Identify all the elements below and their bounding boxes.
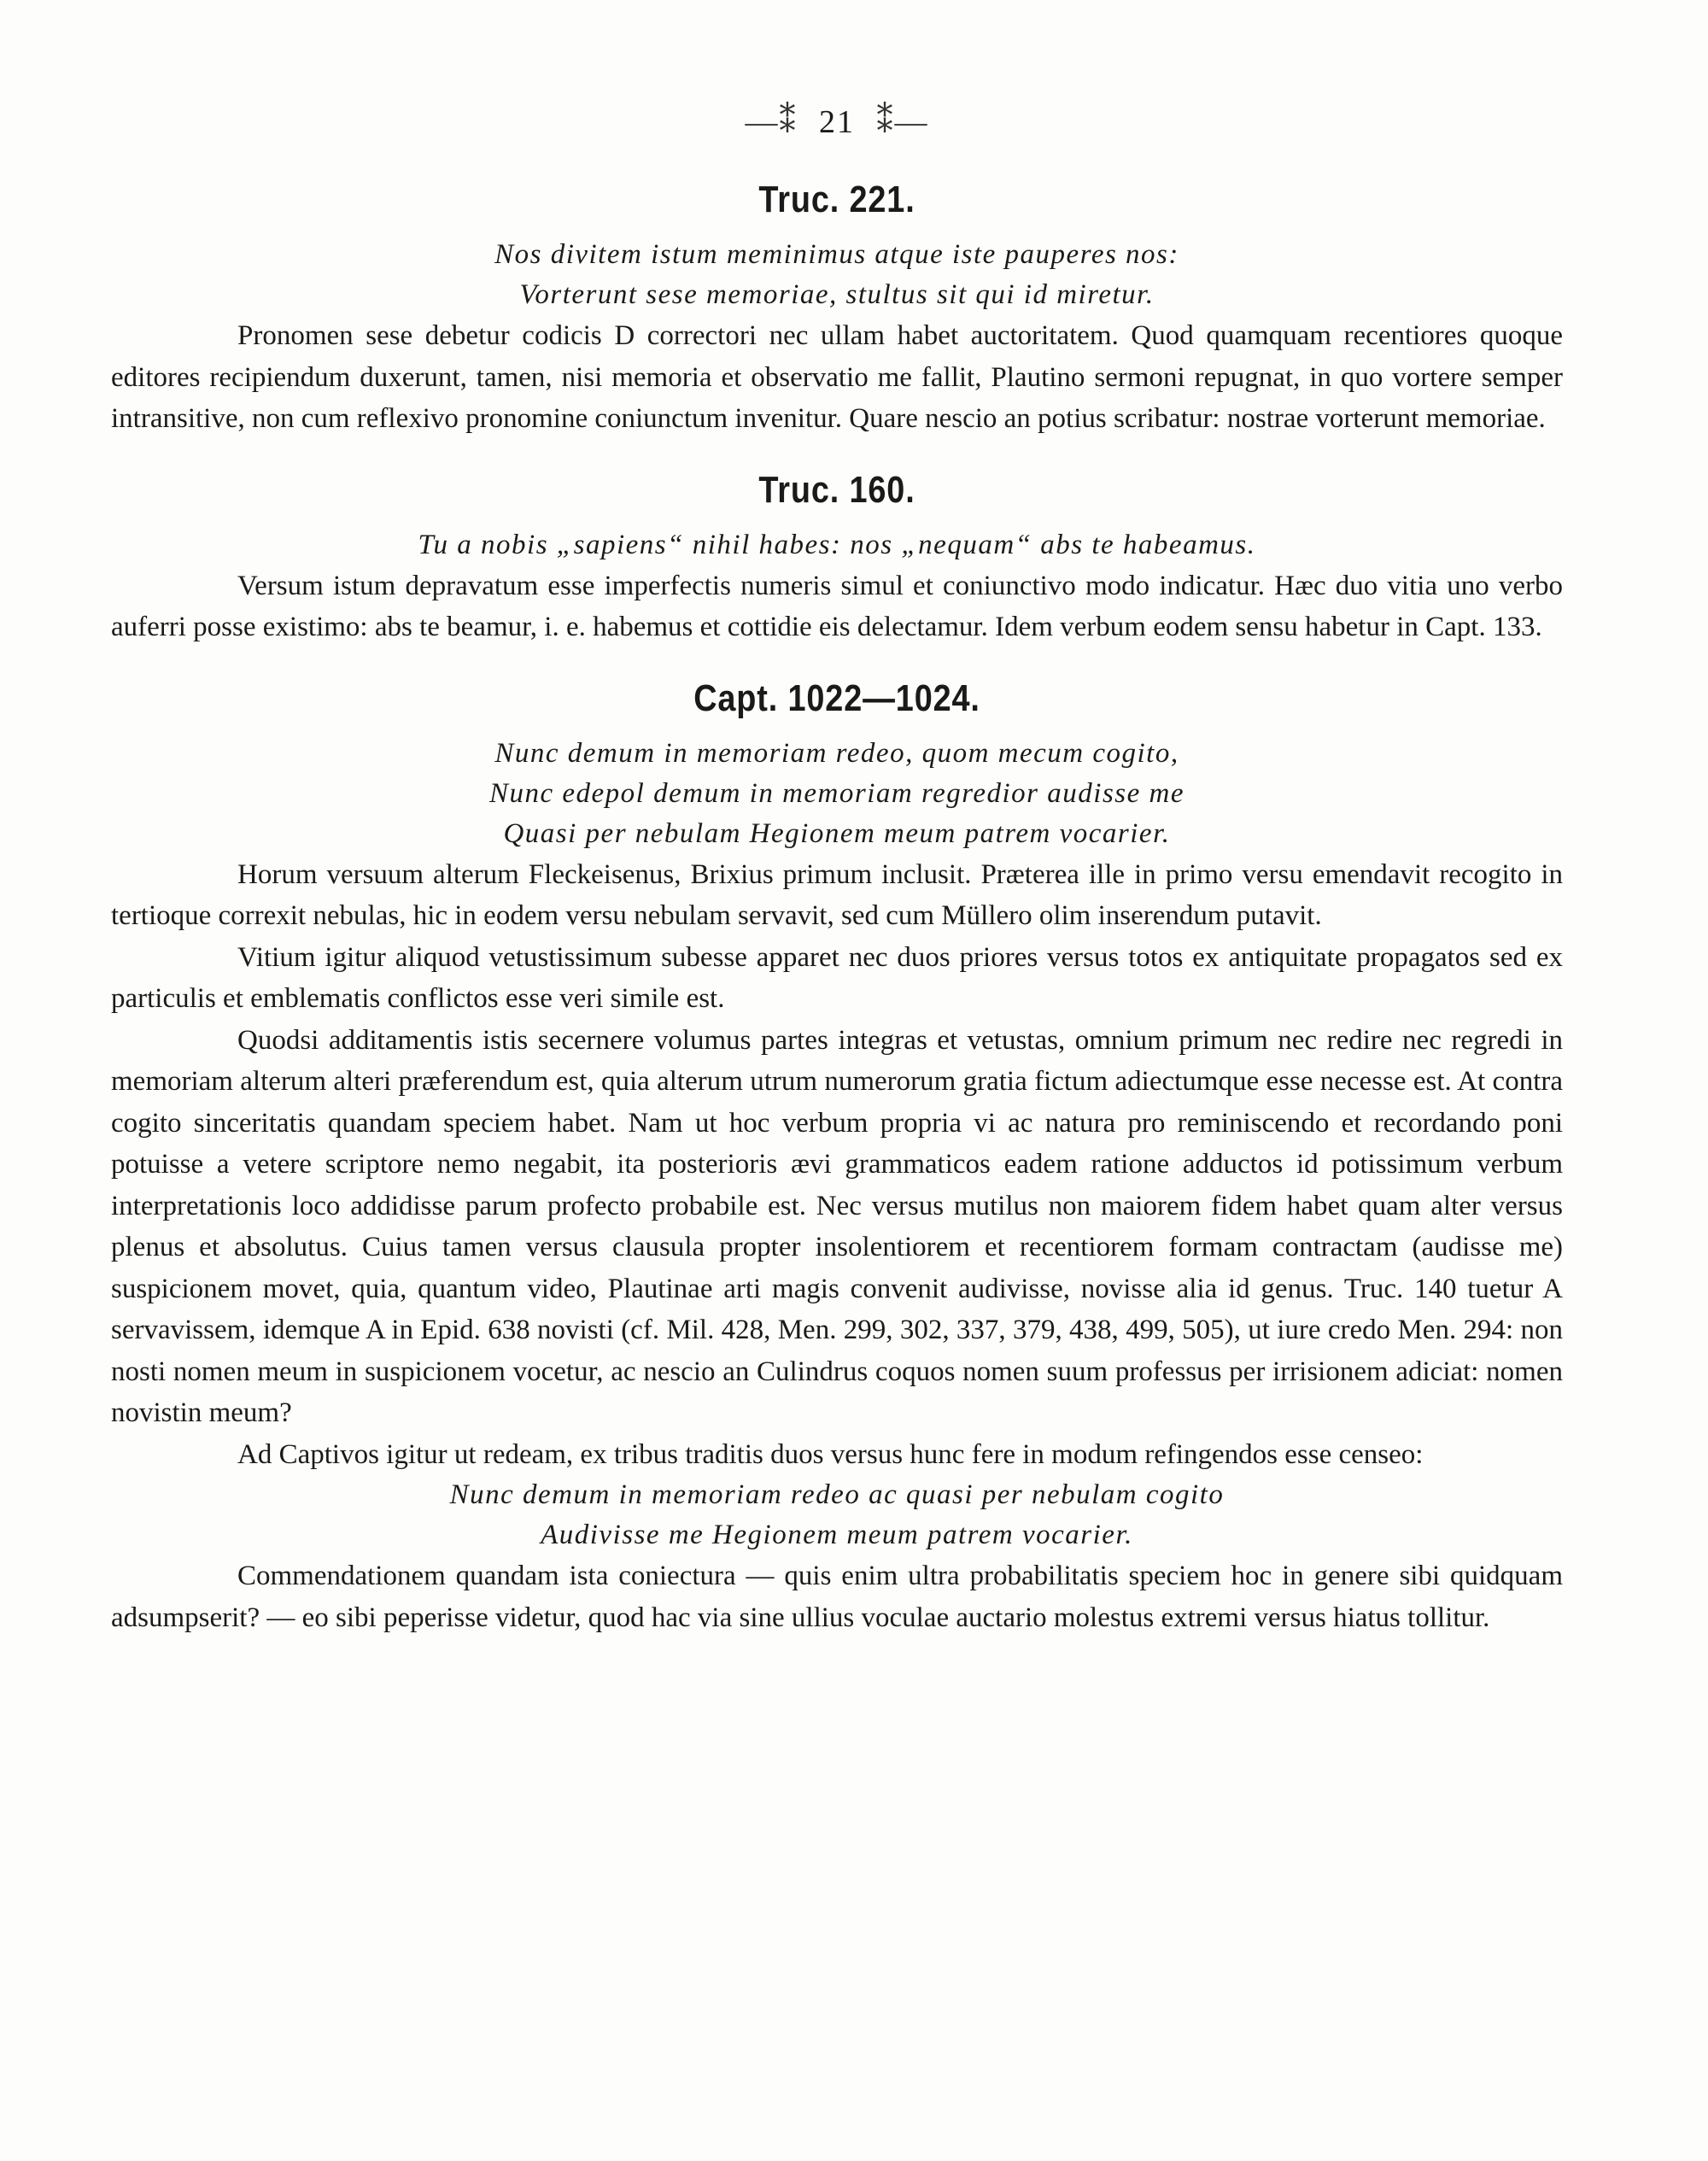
ornament-left: —⁑ bbox=[745, 104, 798, 140]
section-heading: Truc. 221. bbox=[758, 179, 915, 220]
paragraph: Ad Captivos igitur ut redeam, ex tribus traditis duos versus hunc fere in modum refingendos esse censeo: bbox=[237, 1438, 1424, 1470]
verse-line: Nunc edepol demum in memoriam regredior audisse me bbox=[488, 777, 1185, 809]
verse-line: Quasi per nebulam Hegionem meum patrem vocarier. bbox=[503, 817, 1171, 849]
page-header bbox=[111, 102, 1563, 141]
page-number: 21 bbox=[819, 104, 855, 140]
section-truc-160 bbox=[111, 469, 1563, 648]
verse-line: Nos divitem istum meminimus atque iste pauperes nos: bbox=[494, 239, 1179, 270]
section-capt-1022 bbox=[111, 677, 1563, 1639]
page bbox=[111, 102, 1563, 1638]
closing-paragraph: Commendationem quandam ista coniectura — quis enim ultra probabilitatis speciem hoc in genere sibi quidquam adsumpserit? — eo sibi peperisse videtur, quod hac via sine ullius voculae auctario molestus extremi versus hiatus tollitur. bbox=[111, 1561, 1563, 1633]
paragraph: Versum istum depravatum esse imperfectis numeris simul et coniunctivo modo indicatur. Hæc duo vitia uno verbo auferri posse existimo: abs te beamur, i. e. habemus et cottidie eis delectamur. Idem verbum eodem sensu habetur in Capt. 133. bbox=[111, 570, 1563, 642]
paragraph: Horum versuum alterum Fleckeisenus, Brixius primum inclusit. Præterea ille in primo versu emendavit recogito in tertioque correxit nebulas, hic in eodem versu nebulam servavit, sed cum Müllero olim inserendum putavit. bbox=[111, 858, 1563, 931]
section-heading: Capt. 1022—1024. bbox=[693, 676, 980, 719]
proposed-verse-line: Audivisse me Hegionem meum patrem vocarier. bbox=[541, 1520, 1133, 1550]
paragraph: Vitium igitur aliquod vetustissimum subesse apparet nec duos priores versus totos ex antiquitate propagatos sed ex particulis et emblematis conflictos esse veri simile est. bbox=[111, 941, 1563, 1014]
verse-line: Nunc demum in memoriam redeo, quom mecum cogito, bbox=[494, 737, 1179, 769]
verse-line: Tu a nobis „sapiens“ nihil habes: nos „nequam“ abs te habeamus. bbox=[418, 529, 1256, 560]
section-truc-221 bbox=[111, 179, 1563, 440]
proposed-verse-line: Nunc demum in memoriam redeo ac quasi per nebulam cogito bbox=[449, 1479, 1225, 1510]
section-heading: Truc. 160. bbox=[758, 468, 915, 511]
verse-line: Vorterunt sese memoriae, stultus sit qui id miretur. bbox=[519, 279, 1155, 310]
ornament-right: ⁑— bbox=[876, 104, 929, 140]
paragraph: Pronomen sese debetur codicis D correctori nec ullam habet auctoritatem. Quod quamquam recentiores quoque editores recipiendum duxerunt, tamen, nisi memoria et observatio me fallit, Plautino sermoni repugnat, in quo vortere semper intransitive, non cum reflexivo pronomine coniunctum invenitur. Quare nescio an potius scribatur: nostrae vorterunt memoriae. bbox=[111, 320, 1563, 434]
paragraph: Quodsi additamentis istis secernere volumus partes integras et vetustas, omnium primum nec redire nec regredi in memoriam alterum alteri præferendum est, quia alterum utrum numerorum gratia fictum adiectumque esse necesse est. At contra cogito sinceritatis quandam speciem habet. Nam ut hoc verbum propria vi ac natura pro reminiscendo et recordando poni potuisse a vetere scriptore nemo negabit, ita posterioris ævi grammaticos eadem ratione adductos id potissimum verbum interpretationis loco addidisse parum profecto probabile est. Nec versus mutilus non maiorem fidem habet quam alter versus plenus et absolutus. Cuius tamen versus clausula propter insolentiorem et recentiorem formam contractam (audisse me) suspicionem movet, quia, quantum video, Plautinae arti magis convenit audivisse, novisse alia id genus. Truc. 140 tuetur A servavissem, idemque A in Epid. 638 novisti (cf. Mil. 428, Men. 299, 302, 337, 379, 438, 499, 505), ut iure credo Men. 294: non nosti nomen meum in suspicionem vocetur, ac nescio an Culindrus coquos nomen suum professus per irrisionem adiciat: nomen novistin meum? bbox=[111, 1024, 1563, 1428]
